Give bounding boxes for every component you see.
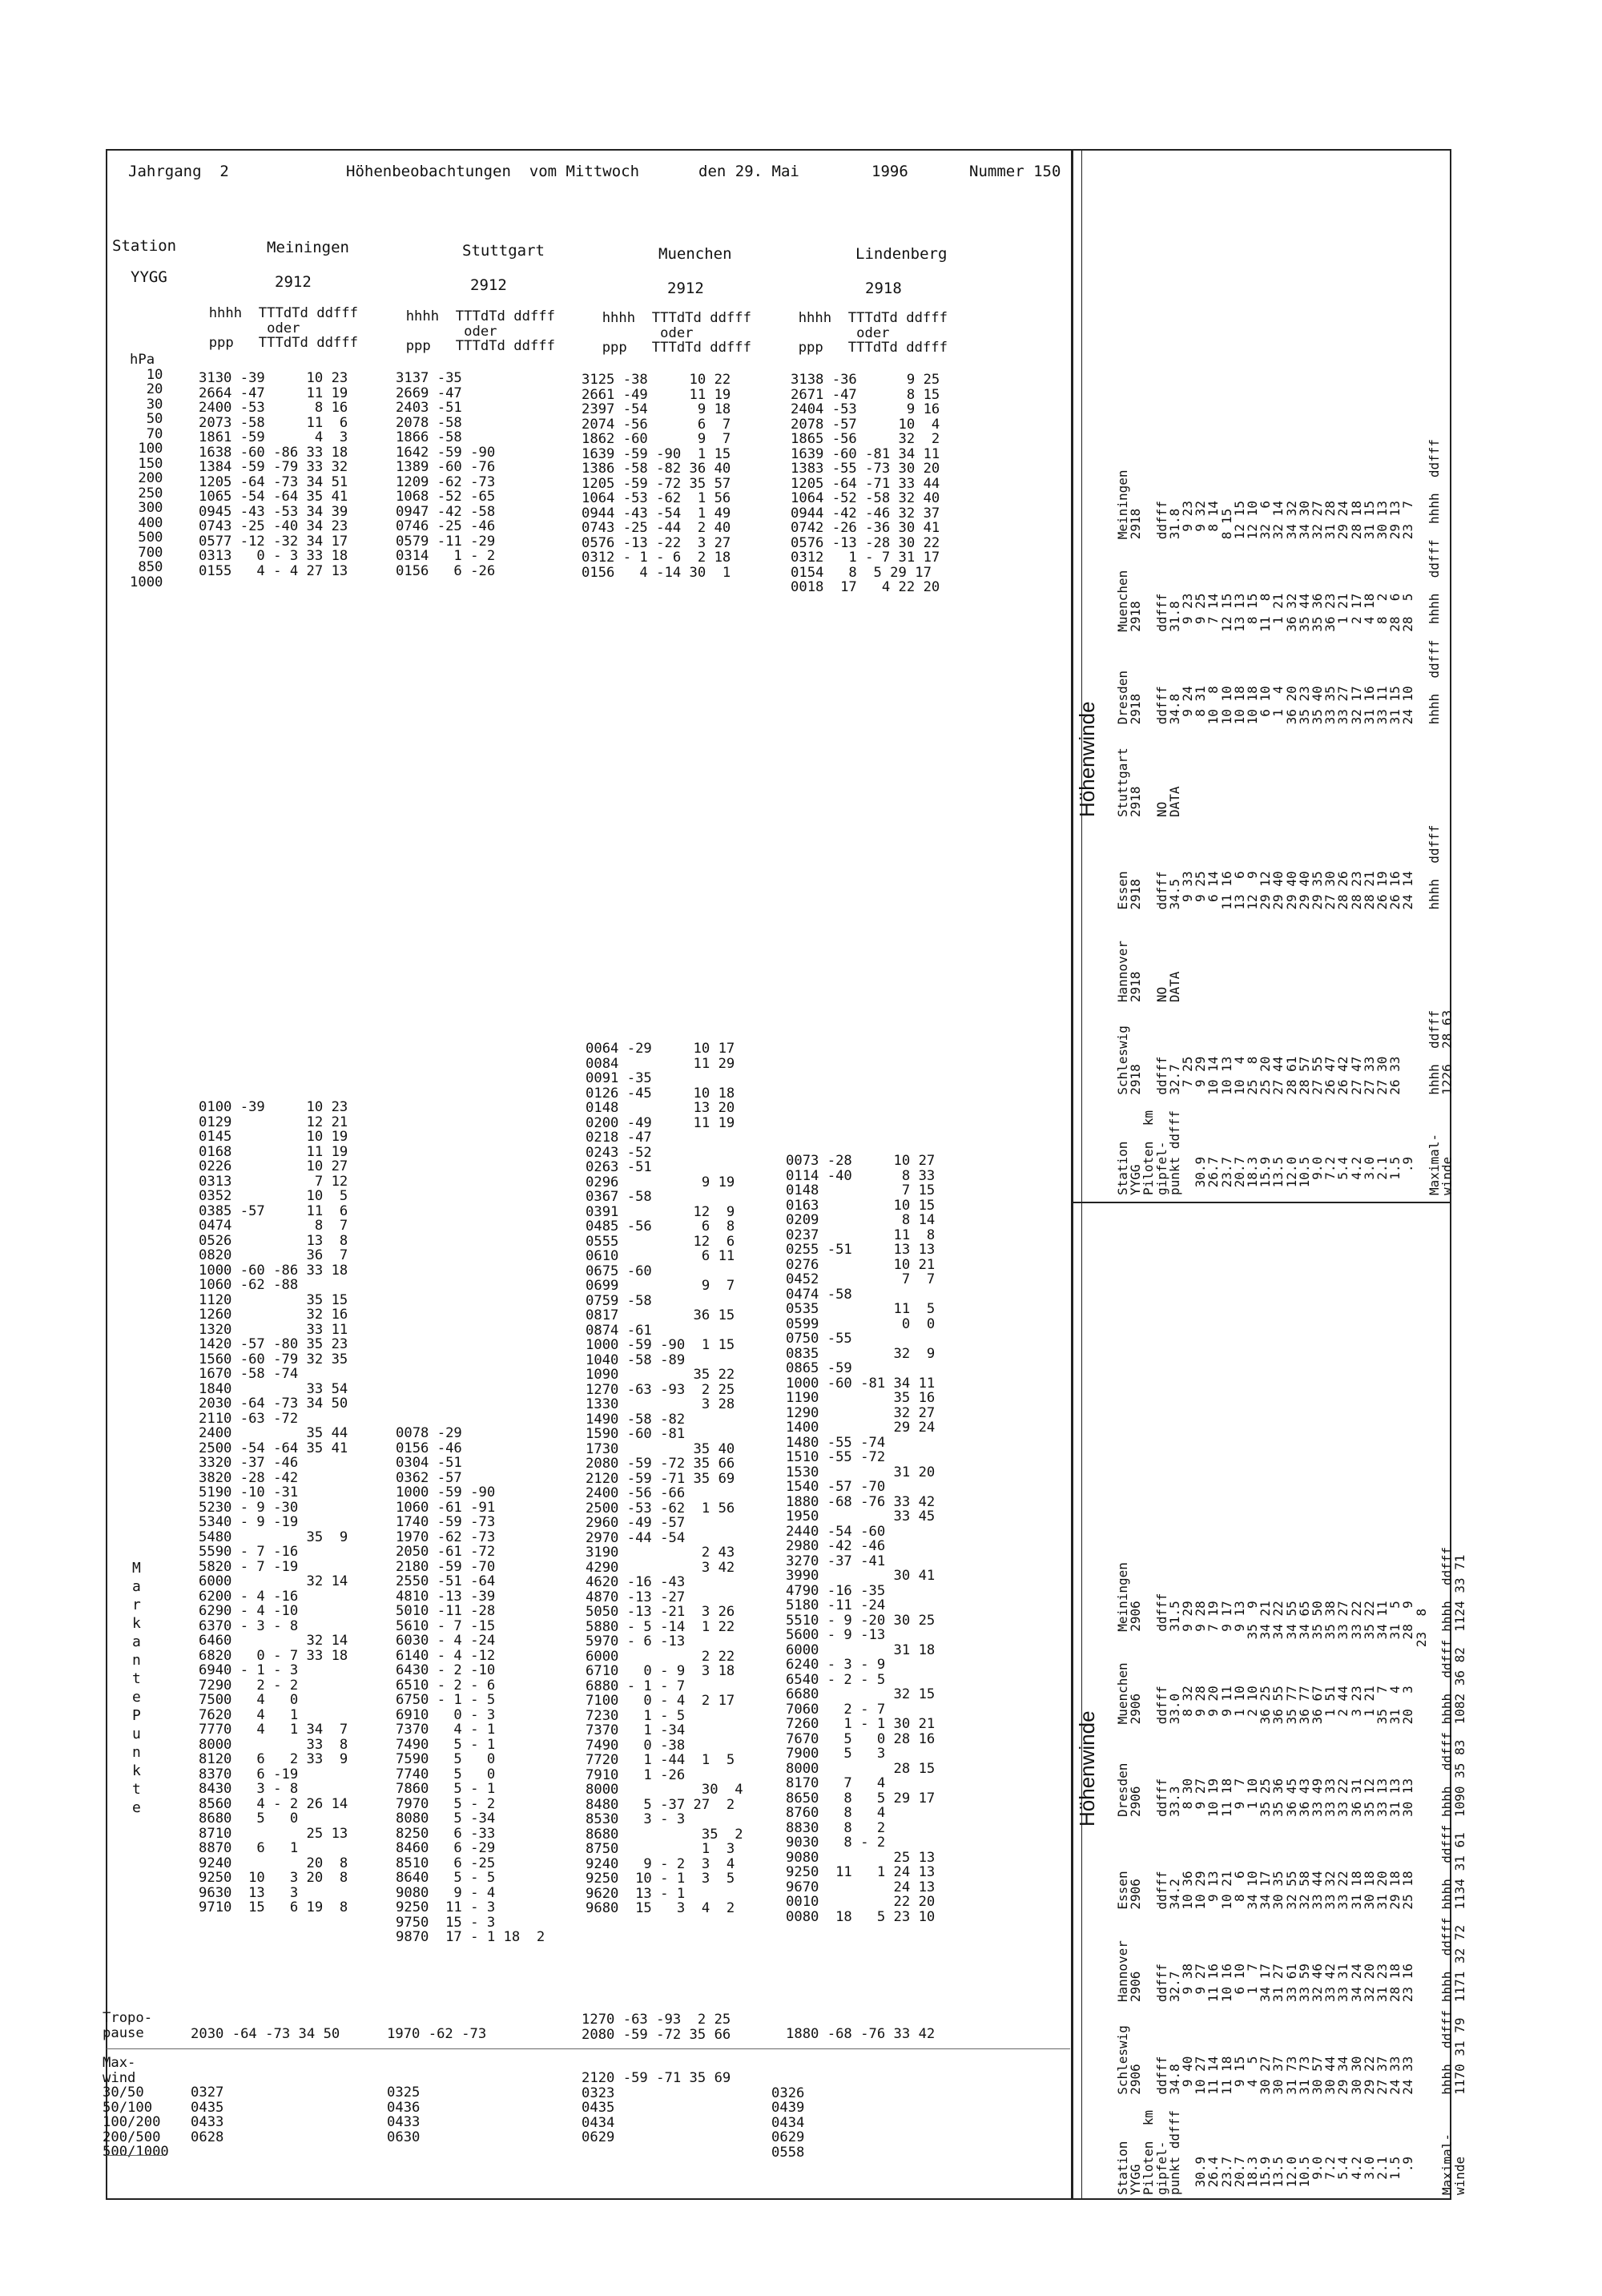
label-letter: a [132, 1633, 141, 1650]
label-letter: k [132, 1762, 141, 1779]
markante-punkte-label [132, 1559, 148, 1817]
maxwind-stuttgart: 0325 0436 0433 0630 [387, 2085, 421, 2145]
hoehenwinde-title-bottom: Höhenwinde [1075, 1710, 1099, 1827]
hoehenwinde-table-top [1117, 439, 1454, 1195]
obs-time-lindenberg: 2918 [865, 280, 902, 297]
hoehenwinde-title-top: Höhenwinde [1075, 701, 1099, 817]
label-letter: r [132, 1597, 141, 1613]
markante-punkte-lindenberg: 0073 -28 10 27 0114 -40 8 33 0148 7 15 0163 10 15 0209 8 14 0237 11 8 0255 -51 13 13 0276 10 21 0452 7 7 0474 -58 0535 11 5 0599 0 0 0750 -55 0835 32 9 0865 -59 1000 -60 -81 34 11 1190 35 16 1290 32 27 1400 29 24 1480 -55 -74 1510 -55 -72 1530 31 20 1540 -57 -70 1880 -68 -76 33 42 1950 33 45 2440 -54 -60 2980 -42 -46 3270 -37 -41 3990 30 41 4790 -16 -35 5180 -11 -24 5510 - 9 -20 30 25 5600 - 9 -13 6000 31 18 6240 - 3 - 9 6540 - 2 - 5 6680 32 15 7060 2 - 7 7260 1 - 1 30 21 7670 5 0 28 16 7900 5 3 8000 28 15 8170 7 4 8650 8 5 29 17 8760 8 4 8830 8 2 9030 8 - 2 9080 25 13 9250 11 1 24 13 9670 24 13 0010 22 20 0080 18 5 23 10 [786, 1153, 936, 1925]
standard-levels-meiningen: 3130 -39 10 23 2664 -47 11 19 2400 -53 8 16 2073 -58 11 6 1861 -59 4 3 1638 -60 -86 33 18 1384 -59 -79 33 32 1205 -64 -73 34 51 1065 -54 -64 35 41 0945 -43 -53 34 39 0743 -25 -40 34 23 0577 -12 -32 34 17 0313 0 - 3 33 18 0155 4 - 4 27 13 [199, 370, 348, 579]
label-letter: u [132, 1726, 141, 1742]
markante-punkte-stuttgart: 0078 -29 0156 -46 0304 -51 0362 -57 1000 -59 -90 1060 -61 -91 1740 -59 -73 1970 -62 -73 2050 -61 -72 2180 -59 -70 2550 -51 -64 4810 -13 -39 5010 -11 -28 5610 - 7 -15 6030 - 4 -24 6140 - 4 -12 6430 - 2 -10 6510 - 2 - 6 6750 - 1 - 5 6910 0 - 3 7370 4 - 1 7490 5 - 1 7590 5 0 7740 5 0 7860 5 - 1 7970 5 - 2 8080 5 -34 8250 6 -33 8460 6 -29 8510 6 -25 8640 5 - 5 9080 9 - 4 9250 11 - 3 9750 15 - 3 9870 17 - 1 18 2 [396, 1425, 545, 1945]
standard-levels-lindenberg: 3138 -36 9 25 2671 -47 8 15 2404 -53 9 16 2078 -57 10 4 1865 -56 32 2 1639 -60 -81 34 11 1383 -55 -73 30 20 1205 -64 -71 33 44 1064 -52 -58 32 40 0944 -42 -46 32 37 0742 -26 -36 30 41 0576 -13 -28 30 22 0312 1 - 7 31 17 0154 8 5 29 17 0018 17 4 22 20 [791, 372, 940, 595]
tropopause-lindenberg: 1880 -68 -76 33 42 [786, 2026, 936, 2042]
section-divider-vertical-inner [1081, 149, 1082, 2200]
hoehenwinde-table-bottom [1117, 1547, 1467, 2195]
label-letter: t [132, 1670, 141, 1687]
page-title: Höhenbeobachtungen vom Mittwoch [346, 163, 640, 180]
year: 1996 [871, 163, 908, 180]
jahrgang: Jahrgang 2 [128, 163, 229, 180]
column-header-lindenberg: hhhh TTTdTd ddfff oder ppp TTTdTd ddfff [798, 310, 948, 356]
tropopause-muenchen: 1270 -63 -93 2 25 2080 -59 -72 35 66 [582, 2012, 731, 2043]
column-header-muenchen: hhhh TTTdTd ddfff oder ppp TTTdTd ddfff [602, 310, 751, 356]
markante-punkte-meiningen: 0100 -39 10 23 0129 12 21 0145 10 19 0168 11 19 0226 10 27 0313 7 12 0352 10 5 0385 -57 11 6 0474 8 7 0526 13 8 0820 36 7 1000 -60 -86 33 18 1060 -62 -88 1120 35 15 1260 32 16 1320 33 11 1420 -57 -80 35 23 1560 -60 -79 32 35 1670 -58 -74 1840 33 54 2030 -64 -73 34 50 2110 -63 -72 2400 35 44 2500 -54 -64 35 41 3320 -37 -46 3820 -28 -42 5190 -10 -31 5230 - 9 -30 5340 - 9 -19 5480 35 9 5590 - 7 -16 5820 - 7 -19 6000 32 14 6200 - 4 -16 6290 - 4 -10 6370 - 3 - 8 6460 32 14 6820 0 - 7 33 18 6940 - 1 - 3 7290 2 - 2 7500 4 0 7620 4 1 7770 4 1 34 7 8000 33 8 8120 6 2 33 9 8370 6 -19 8430 3 - 8 8560 4 - 2 26 14 8680 5 0 8710 25 13 8870 6 1 9240 20 8 9250 10 3 20 8 9630 13 3 9710 15 6 19 8 [199, 1099, 348, 1915]
label-letter: a [132, 1578, 141, 1595]
label-letter: P [132, 1707, 141, 1724]
station-name-lindenberg: Lindenberg [855, 245, 948, 263]
label-letter: e [132, 1689, 141, 1706]
hoehenwinde-bottom-data: Station Schleswig Hannover Essen Dresden Muenchen Meiningen YYGG 2906 2906 2906 2906 2906 2906 Piloten km gipfel- ddfff ddfff ddfff ddfff ddfff ddfff punkt ddfff 34.8 32.7 34.2 33.3 33.0 31.5 9 40 9 38 10 36 8 30 8 32 9 29 30.9 10 27 9 27 10 29 9 27 9 28 9 28 26.4 11 14 11 16 9 13 10 19 9 20 7 19 23.7 11 18 10 16 10 21 11 18 9 11 9 17 20.7 9 15 6 10 8 6 9 7 1 10 9 13 18.3 4 5 1 7 34 10 1 10 2 10 35 9 15.9 30 27 34 17 34 17 35 25 36 25 34 21 13.5 30 37 31 27 30 35 35 36 36 55 34 22 12.0 31 73 33 61 32 55 36 45 35 77 34 55 10.5 31 73 33 59 32 58 36 43 36 77 34 65 9.0 30 57 32 46 33 44 33 49 36 67 35 50 7.2 30 44 33 42 33 32 33 33 1 51 35 38 5.4 29 34 33 31 33 22 33 22 2 44 33 27 4.2 30 30 34 24 31 18 36 31 3 23 33 22 3.0 29 22 32 20 30 18 35 12 1 21 35 22 2.1 27 37 31 23 31 20 33 13 35 7 34 11 1.5 24 33 28 18 29 18 31 13 31 4 31 5 .9 24 33 23 16 25 18 30 13 20 3 28 9 23 8 Maximal- hhhh ddfff hhhh ddfff hhhh ddfff hhhh ddfff hhhh ddfff hhhh ddfff winde 1170 31 79 1171 32 72 1134 31 61 1090 35 83 1082 36 82 1124 33 71 [1115, 1546, 1468, 2195]
maxwind-meiningen: 0327 0435 0433 0628 [191, 2085, 224, 2145]
station-label: Station [112, 237, 177, 255]
hoehenwinde-top-data: Station Schleswig Hannover Essen Stuttgart Dresden Muenchen Meiningen YYGG 2918 2918 2918 2918 2918 2918 2918 Piloten km gipfel- ddfff NO ddfff NO ddfff ddfff ddfff punkt ddfff 32.7 DATA 34.5 DATA 34.8 31.8 31.8 7 25 9 33 9 24 9 23 9 23 30.9 9 29 9 25 8 31 9 25 9 32 26.7 10 14 6 14 10 8 7 14 8 14 23.7 10 13 11 16 10 10 12 15 8 15 20.7 10 4 13 6 10 18 13 13 12 15 18.3 25 8 12 9 10 18 8 15 12 10 15.9 25 20 29 12 6 10 11 8 32 6 13.5 27 44 29 40 1 4 1 21 32 14 12.0 28 61 29 40 36 20 36 32 34 32 10.5 28 57 29 40 35 23 35 44 34 30 9.0 27 55 29 35 35 40 35 36 32 27 7.2 26 47 27 30 33 35 36 23 31 28 5.4 26 42 28 26 33 27 1 21 29 24 4.2 27 47 28 23 32 17 2 17 28 18 3.0 27 33 28 21 31 16 4 18 31 15 2.1 27 30 26 19 33 11 8 2 30 13 1.5 26 33 26 16 31 15 28 6 29 13 .9 24 14 24 10 28 5 23 7 Maximal- hhhh ddfff hhhh ddfff hhhh ddfff hhhh ddfff hhhh ddfff winde 1226 28 63 [1115, 438, 1455, 1195]
column-header-stuttgart: hhhh TTTdTd ddfff oder ppp TTTdTd ddfff [405, 308, 555, 354]
station-name-muenchen: Muenchen [658, 245, 732, 263]
label-letter: e [132, 1799, 141, 1816]
maxwind-lindenberg: 0326 0439 0434 0629 0558 [771, 2085, 805, 2161]
section-divider-vertical [1071, 149, 1073, 2200]
station-name-meiningen: Meiningen [267, 239, 349, 256]
label-letter: t [132, 1781, 141, 1798]
issue-number: Nummer 150 [969, 163, 1061, 180]
tropopause-meiningen: 2030 -64 -73 34 50 [191, 2026, 340, 2042]
standard-levels-stuttgart: 3137 -35 2669 -47 2403 -51 2078 -58 1866 -58 1642 -59 -90 1389 -60 -76 1209 -62 -73 1068 -52 -65 0947 -42 -58 0746 -25 -46 0579 -11 -29 0314 1 - 2 0156 6 -26 [396, 370, 496, 579]
column-header-meiningen: hhhh TTTdTd ddfff oder ppp TTTdTd ddfff [208, 305, 358, 351]
label-letter: n [132, 1744, 141, 1761]
tropopause-stuttgart: 1970 -62 -73 [387, 2026, 487, 2042]
maxwind-label: Max- wind 30/50 50/100 100/200 200/500 500/1000 [103, 2055, 169, 2160]
maxwind-rule [107, 2155, 163, 2156]
tropopause-rule [107, 2048, 1070, 2049]
station-name-stuttgart: Stuttgart [462, 242, 545, 260]
standard-levels-muenchen: 3125 -38 10 22 2661 -49 11 19 2397 -54 9 18 2074 -56 6 7 1862 -60 9 7 1639 -59 -90 1 15 1386 -58 -82 36 40 1205 -59 -72 35 57 1064 -53 -62 1 56 0944 -43 -54 1 49 0743 -25 -44 2 40 0576 -13 -22 3 27 0312 - 1 - 6 2 18 0156 4 -14 30 1 [582, 372, 731, 581]
obs-time-meiningen: 2912 [275, 273, 312, 291]
obs-time-stuttgart: 2912 [470, 276, 507, 294]
label-letter: M [132, 1560, 141, 1577]
markante-punkte-muenchen: 0064 -29 10 17 0084 11 29 0091 -35 0126 -45 10 18 0148 13 20 0200 -49 11 19 0218 -47 0243 -52 0263 -51 0296 9 19 0367 -58 0391 12 9 0485 -56 6 8 0555 12 6 0610 6 11 0675 -60 0699 9 7 0759 -58 0817 36 15 0874 -61 1000 -59 -90 1 15 1040 -58 -89 1090 35 22 1270 -63 -93 2 25 1330 3 28 1490 -58 -82 1590 -60 -81 1730 35 40 2080 -59 -72 35 66 2120 -59 -71 35 69 2400 -56 -66 2500 -53 -62 1 56 2960 -49 -57 2970 -44 -54 3190 2 43 4290 3 42 4620 -16 -43 4870 -13 -27 5050 -13 -21 3 26 5880 - 5 -14 1 22 5970 - 6 -13 6000 2 22 6710 0 - 9 3 18 6880 - 1 - 7 7100 0 - 4 2 17 7230 1 - 5 7370 1 -34 7490 0 -38 7720 1 -44 1 5 7910 1 -26 8000 30 4 8480 5 -37 27 2 8530 3 - 3 8680 35 2 8750 1 3 9240 9 - 2 3 4 9250 10 - 1 3 5 9620 13 - 1 9680 15 3 4 2 [586, 1041, 743, 1916]
label-letter: n [132, 1652, 141, 1669]
tropopause-label: Tropo- pause [103, 2010, 153, 2041]
obs-time-muenchen: 2912 [667, 280, 704, 297]
section-divider-horizontal [1071, 1202, 1451, 1203]
maxwind-muenchen: 2120 -59 -71 35 69 0323 0435 0434 0629 [582, 2070, 731, 2145]
hpa-level-labels: hPa 10 20 30 50 70 100 150 200 250 300 400 500 700 850 1000 [130, 352, 163, 590]
label-letter: k [132, 1615, 141, 1632]
date: den 29. Mai [698, 163, 799, 180]
yygg-label: YYGG [131, 268, 167, 286]
